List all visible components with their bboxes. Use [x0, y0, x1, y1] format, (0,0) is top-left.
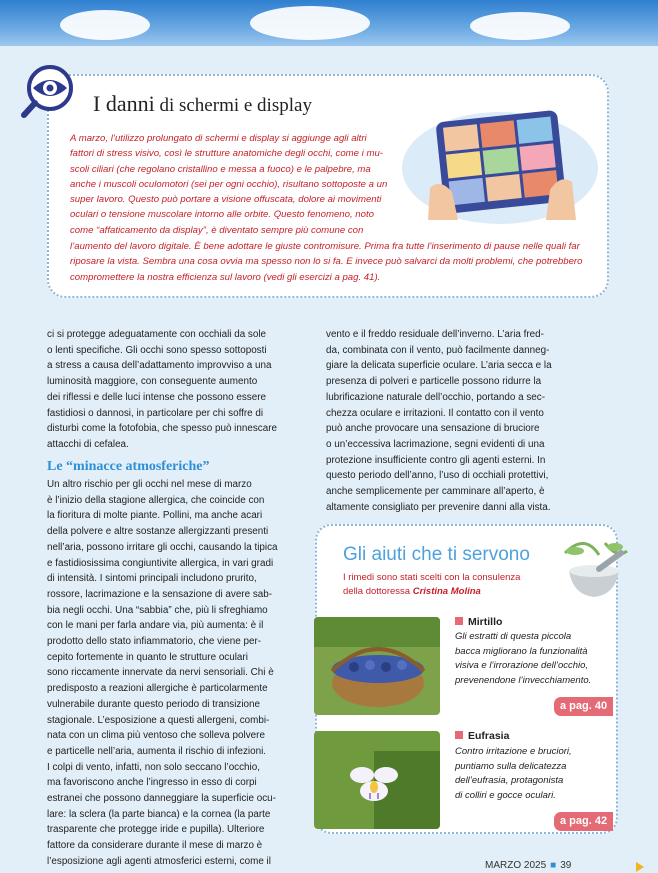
text-line: vulnerabile durante questo periodo di transizione — [47, 698, 261, 710]
intro-line: fattori di stress visivo, così le strutture anatomiche degli occhi, come i mu- — [70, 148, 383, 160]
text-line: disturbi come la fotofobia, che spesso può innescare — [47, 423, 278, 435]
text-line: dei riflessi e delle luci intense che possono essere — [47, 391, 267, 403]
text-line: a stress a causa dell’adattamento improvviso a una — [47, 360, 272, 372]
text-line: Gli estratti di questa piccola — [455, 631, 572, 642]
eye-magnifier-icon — [20, 64, 76, 120]
text-line: della polvere e altre sostanze allergizzanti presenti — [47, 526, 269, 538]
herb-mortar-illustration — [555, 533, 633, 605]
text-line: prodotto dello stato infiammatorio, che viene per- — [47, 636, 262, 648]
text-line: sono riccamente innervate da nervi sensoriali. Chi è — [47, 667, 274, 679]
sky-banner — [0, 0, 658, 46]
text-line: vento e il freddo residuale dell’inverno. L’aria fred- — [326, 329, 544, 340]
aids-subtitle-line — [343, 585, 578, 599]
text-line: anche semplicemente per camminare all’aperto, è — [326, 486, 545, 498]
text-line: puntiamo sulla delicatezza — [455, 760, 567, 772]
text-line: attacchi di cefalea. — [47, 438, 129, 450]
cloud — [470, 12, 570, 40]
text-line: Un altro rischio per gli occhi nel mese di marzo — [47, 479, 252, 490]
item-description-eufrasia — [455, 745, 605, 803]
text-line: lare: la sclera (la parte bianca) e la cornea (la parte — [47, 808, 271, 820]
text-line: giare la delicata superficie oculare. L’aria secca e la — [326, 360, 552, 372]
page-number: 39 — [560, 860, 572, 871]
text-line: protezione insufficiente contro gli agenti esterni. In — [326, 454, 546, 466]
intro-text-tail — [70, 239, 590, 285]
text-line: e fastidiosissima congiuntivite allergica, in vari gradi — [47, 557, 274, 569]
intro-line: anche i muscoli oculomotori (sei per ogni occhio), risultano sottoposte a un — [70, 178, 388, 190]
text-line: e particelle nell’aria, aumenta il rischio di infezioni. — [47, 745, 267, 757]
item-description-mirtillo — [455, 630, 605, 688]
text-line: bacca migliorano la funzionalità — [455, 645, 588, 657]
text-line: dell’eufrasia, protagonista — [455, 775, 564, 787]
eyebright-flower-photo — [314, 731, 440, 829]
text-line: di colliri e gocce oculari. — [455, 789, 556, 801]
text-line: luminosità maggiore, con conseguente aumento — [47, 376, 258, 388]
text-line: o lenti specifiche. Gli occhi sono spesso sottoposti — [47, 344, 267, 356]
next-page-arrow-icon[interactable] — [636, 862, 644, 872]
aids-subtitle-prefix: della dottoressa — [343, 586, 411, 597]
page-title — [93, 91, 312, 117]
page-ref-mirtillo[interactable]: a pag. 40 — [554, 697, 613, 716]
text-line: fattore da considerare durante il mese di marzo è — [47, 840, 263, 852]
text-line: questo periodo dell’anno, l’uso di occhiali protettivi, — [326, 470, 549, 482]
text-line: Contro irritazione e bruciori, — [455, 746, 572, 757]
text-line: altamente consigliato per prevenire danni alla vista. — [326, 501, 551, 513]
cloud — [250, 6, 370, 40]
aids-subtitle — [343, 571, 578, 599]
text-line: trasparente che protegge iride e pupilla). Ulteriore — [47, 824, 265, 836]
text-line: ma favoriscono anche l’ingresso in esso di corpi — [47, 777, 257, 789]
aids-subtitle-line: I rimedi sono stati scelti con la consulenza — [343, 572, 521, 583]
item-name: Eufrasia — [468, 730, 510, 742]
text-line: chezza oculare e irritazioni. Il contatto con il vento — [326, 407, 544, 419]
intro-text — [70, 131, 388, 238]
intro-line: super lavoro. Questo può portare a visione offuscata, dolore ai movimenti — [70, 194, 382, 206]
text-line: fastidiosi o dannosi, in particolare per chi soffre di — [47, 407, 264, 419]
doctor-name: Cristina Molina — [412, 586, 481, 597]
text-line: cepito fortemente in quanto le strutture oculari — [47, 651, 248, 663]
section-heading: Le “minacce atmosferiche” — [47, 459, 210, 474]
text-line: presenza di polveri e particelle possono ridurre la — [326, 376, 542, 388]
body-column-1 — [47, 327, 285, 453]
text-line: rossore, lacrimazione e la sensazione di avere sab- — [47, 588, 273, 600]
text-line: predisposto a reazioni allergiche è particolarmente — [47, 683, 268, 695]
text-line: bia negli occhi. Una “sabbia” che, più li sfreghiamo — [47, 604, 268, 616]
item-name: Mirtillo — [468, 616, 503, 628]
intro-line: A marzo, l’utilizzo prolungato di schermi e display si aggiunge agli altri — [70, 133, 367, 144]
intro-line: come “affaticamento da display”, è diventato sempre più comune con — [70, 224, 364, 236]
text-line: visiva e l’irrorazione dell’occhio, — [455, 660, 589, 672]
text-line: nell’aria, possono irritare gli occhi, causando la tipica — [47, 541, 278, 553]
text-line: di intensità. I sintomi principali includono prurito, — [47, 573, 257, 585]
text-line: l’esposizione agli agenti atmosferici esterni, come il — [47, 855, 271, 867]
aids-title: Gli aiuti che ti servono — [343, 544, 530, 565]
bullet-square-icon — [455, 731, 463, 739]
text-line: o un’eccessiva lacrimazione, segni evidenti di una — [326, 438, 545, 450]
text-line: stagionale. L’esposizione a questi allergeni, combi- — [47, 714, 270, 726]
item-title-mirtillo — [455, 616, 502, 628]
body-column-1-section — [47, 477, 285, 870]
intro-line: oculari o tensione muscolare intorno alle orbite. Questo fenomeno, noto — [70, 209, 374, 221]
intro-line: riposare la vista. Sembra una cosa ovvia ma spesso non lo si fa. E invece può salvarci da molti problemi, che potrebbero — [70, 256, 583, 268]
text-line: la fioritura di molte piante. Pollini, ma anche acari — [47, 510, 263, 522]
text-line: è l’inizio della stagione allergica, che coincide con — [47, 494, 265, 506]
bullet-square-icon — [455, 617, 463, 625]
text-line: estranei che possono danneggiare la superficie ocu- — [47, 793, 276, 805]
blueberry-basket-photo — [314, 617, 440, 715]
body-column-2 — [326, 327, 564, 515]
tablet-videocall-illustration — [400, 108, 600, 226]
intro-line: l’aumento del lavoro digitale. È bene adottare le giuste contromisure. Prima fra tutte l’inserimento di pause nelle quali far — [70, 241, 580, 252]
text-line: lubrificazione naturale dell’occhio, portando a sec- — [326, 391, 546, 403]
intro-line: compromettere la nostra efficienza sul lavoro (vedi gli esercizi a pag. 41). — [70, 271, 381, 283]
text-line: nata con un clima più ventoso che solleva polvere — [47, 730, 265, 742]
intro-line: scoli ciliari (che regolano cristallino e messa a fuoco) e le palpebre, ma — [70, 163, 371, 175]
title-rest: di schermi e display — [159, 95, 312, 116]
text-line: da, combinata con il vento, può facilmente danneg- — [326, 344, 550, 356]
text-line: prevenendone l’invecchiamento. — [455, 674, 592, 686]
text-line: con le mani per farla andare via, più aumenta: è il — [47, 620, 264, 632]
footer-separator-icon: ■ — [550, 860, 557, 871]
text-line: ci si protegge adeguatamente con occhiali da sole — [47, 329, 267, 340]
page-ref-eufrasia[interactable]: a pag. 42 — [554, 812, 613, 831]
item-title-eufrasia — [455, 730, 509, 742]
title-main: I danni — [93, 91, 155, 116]
text-line: può anche provocare una sensazione di bruciore — [326, 423, 540, 435]
footer-issue: MARZO 2025 — [485, 860, 547, 871]
text-line: I colpi di vento, infatti, non solo seccano l’occhio, — [47, 761, 260, 773]
page-footer — [485, 860, 571, 871]
cloud — [60, 10, 150, 40]
